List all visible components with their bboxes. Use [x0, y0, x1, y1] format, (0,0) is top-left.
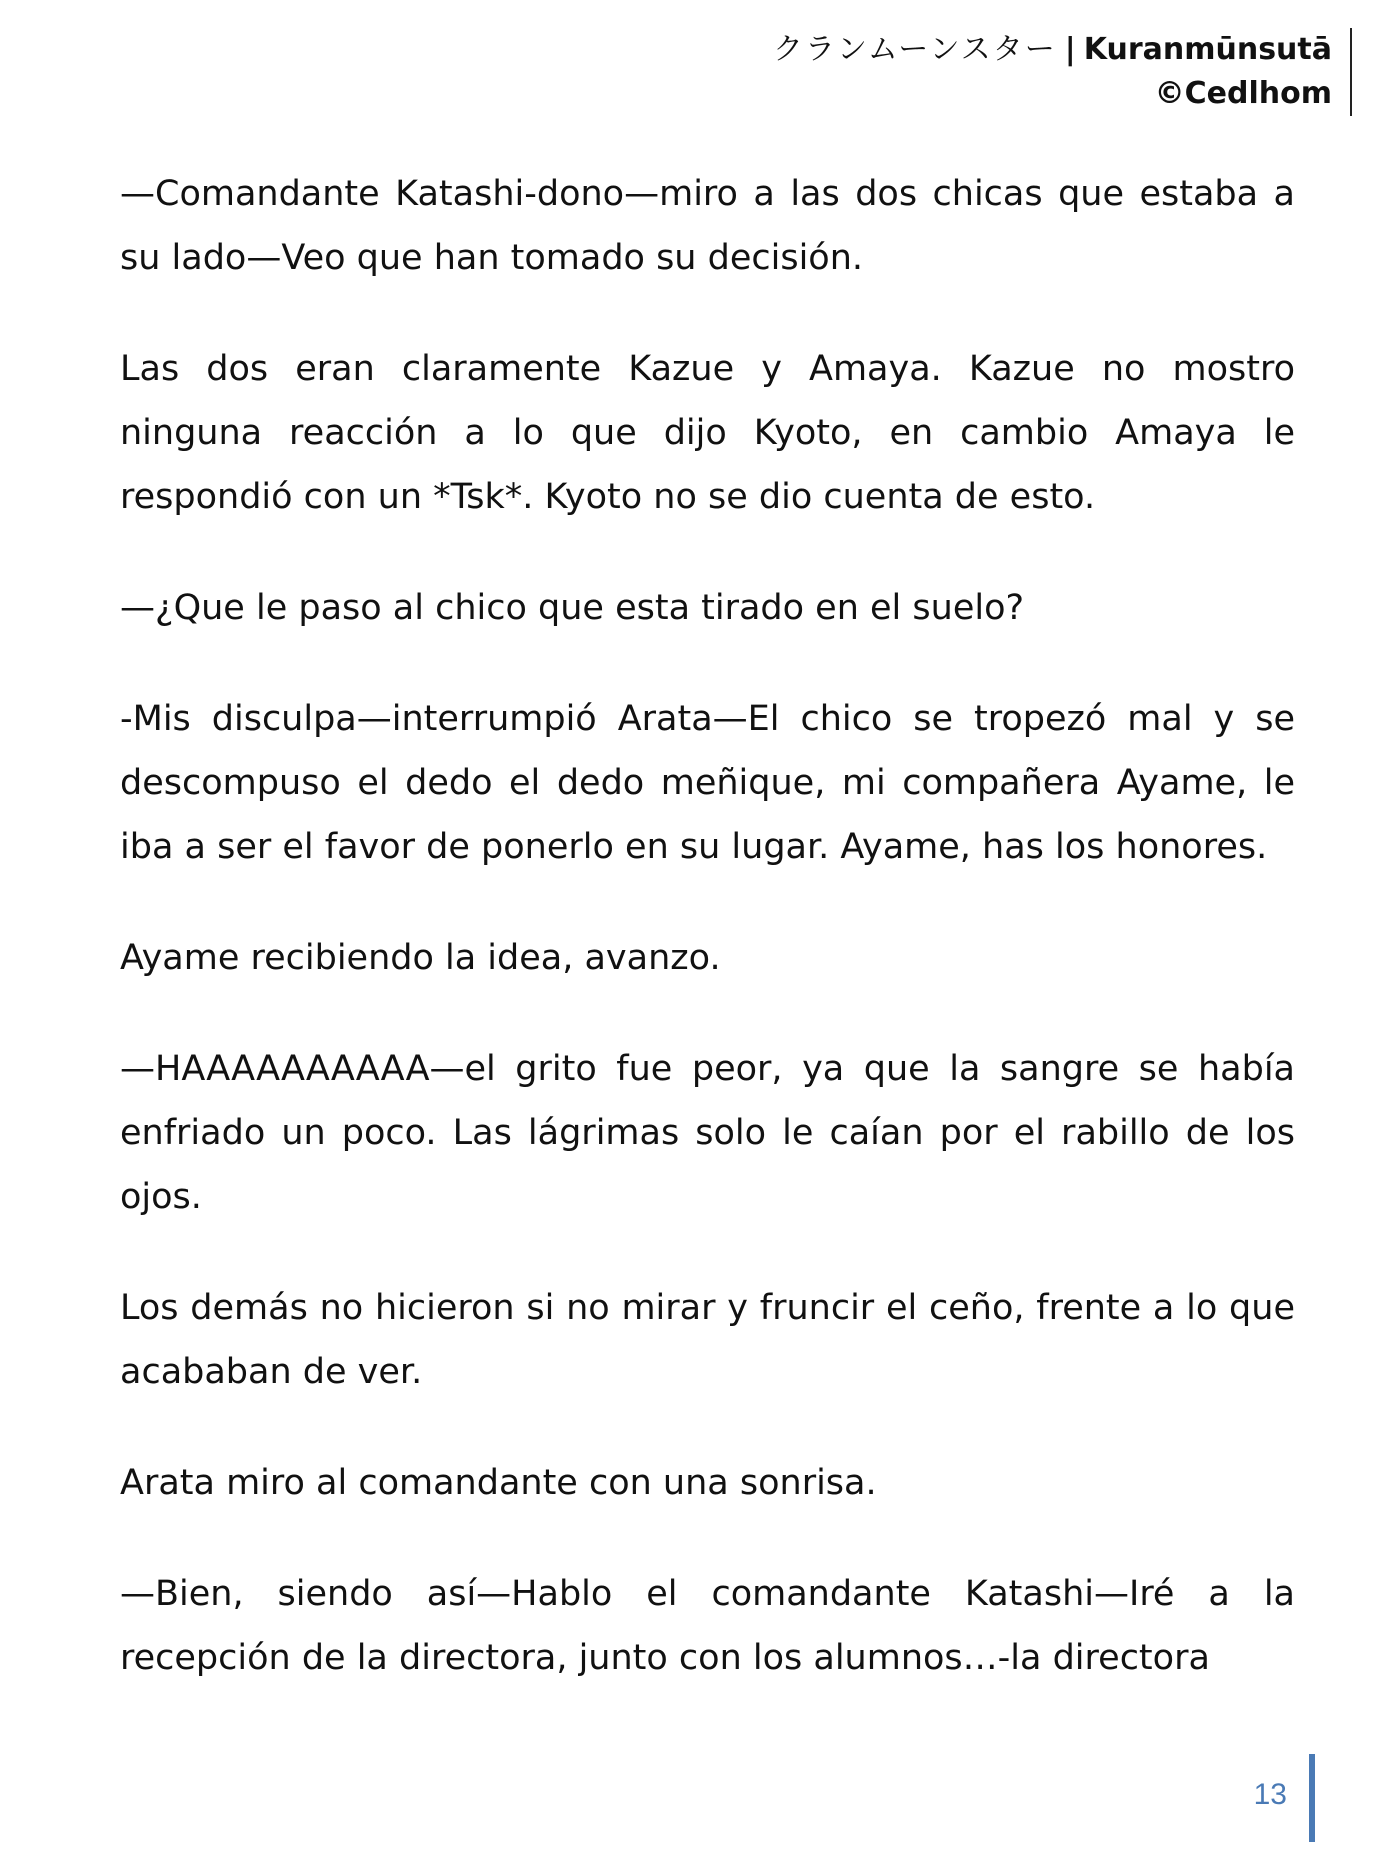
paragraph: —¿Que le paso al chico que esta tirado en el suelo? [120, 588, 1025, 628]
paragraph: Arata miro al comandante con una sonrisa. [120, 1463, 877, 1503]
paragraph: Las dos eran claramente Kazue y Amaya. Kazue no mostro ninguna reacción a lo que dijo Kyoto, en cambio Amaya le respondió con un *Tsk*. Kyoto no se dio cuenta de esto. [120, 349, 1295, 517]
page-number-bar [1309, 1754, 1315, 1842]
paragraph: —Bien, siendo así—Hablo el comandante Katashi—Iré a la recepción de la directora, junto con los alumnos…-la directora [120, 1574, 1295, 1678]
paragraph: Los demás no hicieron si no mirar y fruncir el ceño, frente a lo que acababan de ver. [120, 1288, 1295, 1392]
page-header [773, 28, 1352, 116]
page-number: 13 [1253, 1778, 1287, 1811]
paragraph: —Comandante Katashi-dono—miro a las dos chicas que estaba a su lado—Veo que han tomado su decisión. [120, 174, 1295, 278]
japanese-title: クランムーンスター [772, 32, 1057, 67]
romanized-title: Kuranmūnsutā [1083, 32, 1332, 67]
paragraph: —HAAAAAAAAAA—el grito fue peor, ya que la sangre se había enfriado un poco. Las lágrimas solo le caían por el rabillo de los ojos. [120, 1049, 1295, 1217]
header-separator: | [1064, 32, 1076, 67]
header-title-line [773, 28, 1332, 72]
paragraph: -Mis disculpa—interrumpió Arata—El chico se tropezó mal y se descompuso el dedo el dedo meñique, mi compañera Ayame, le iba a ser el favor de ponerlo en su lugar. Ayame, has los honores. [120, 699, 1295, 867]
copyright-notice: ©Cedlhom [1154, 76, 1332, 111]
paragraph: Ayame recibiendo la idea, avanzo. [120, 938, 721, 978]
page-footer [1254, 1754, 1315, 1842]
page-body [120, 162, 1295, 1737]
